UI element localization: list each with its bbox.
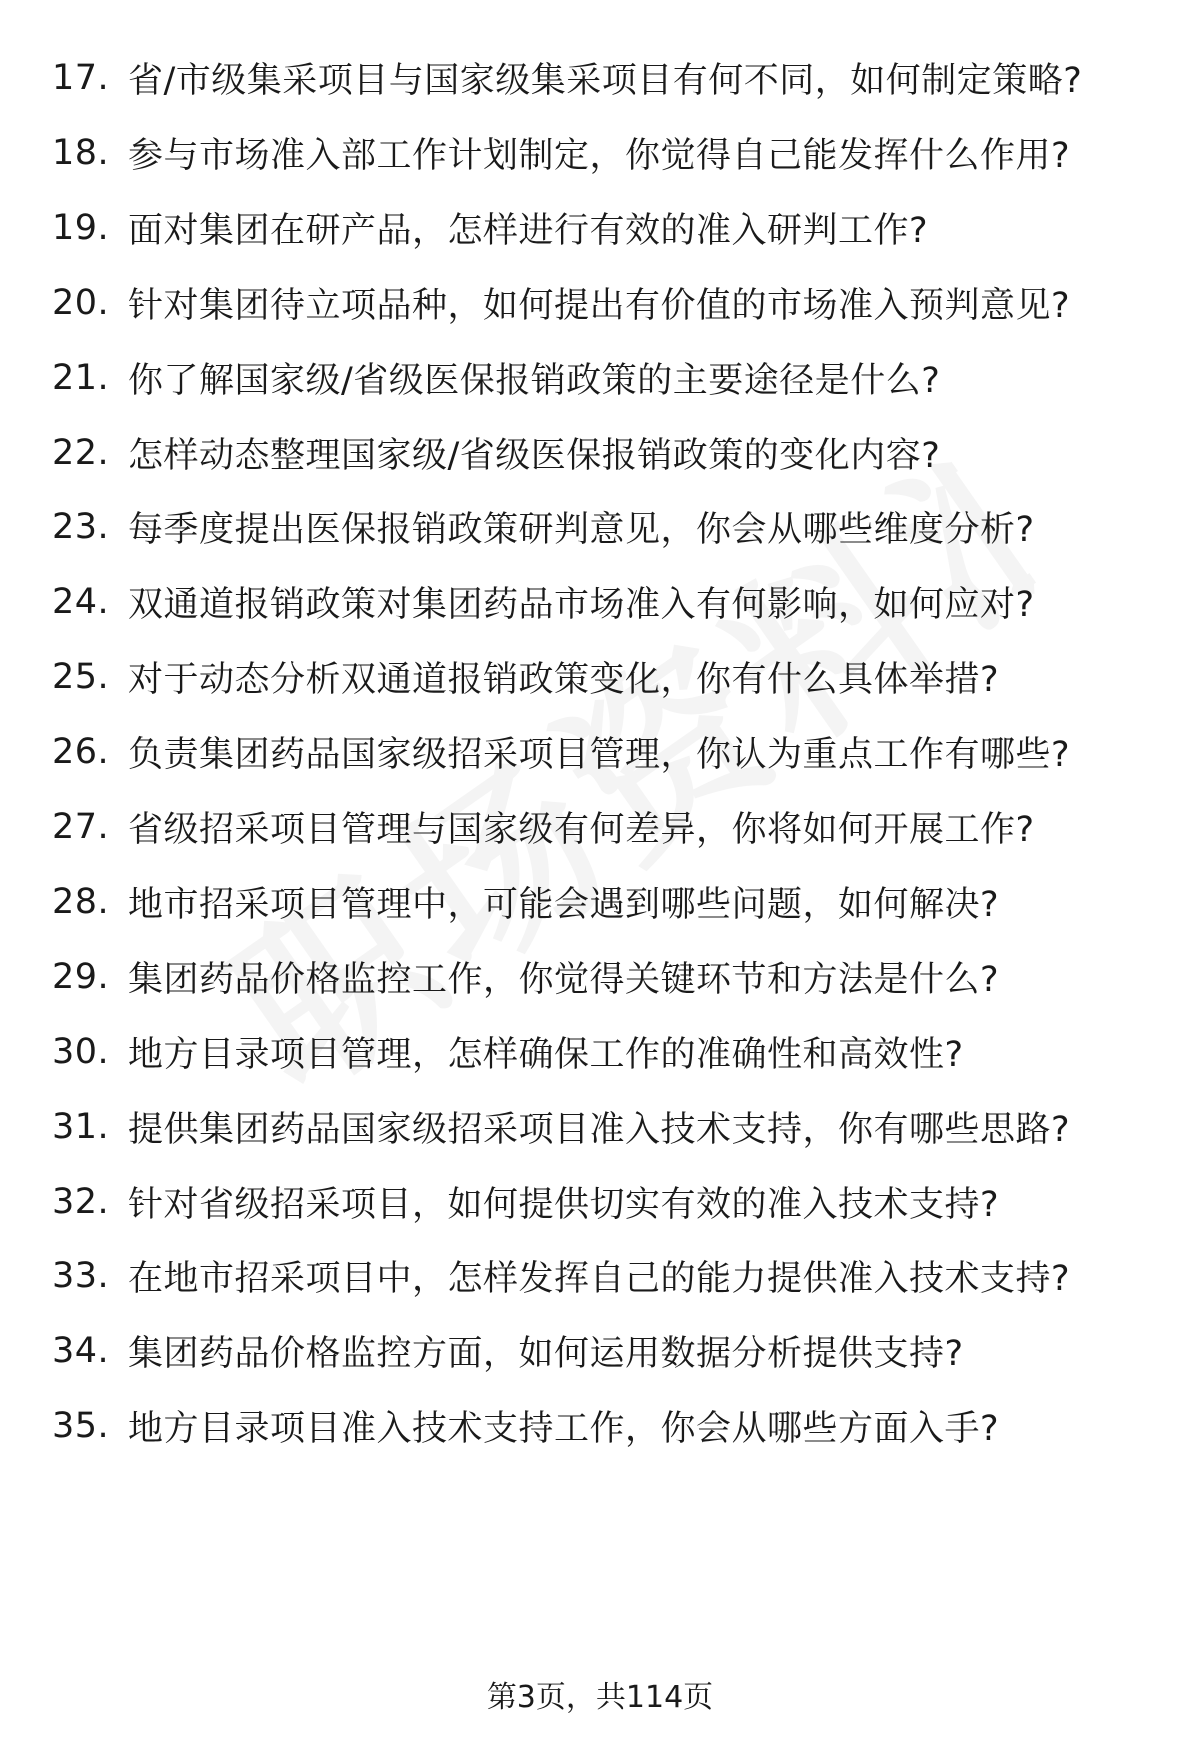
question-item (0, 36, 1200, 120)
question-number: 25. (52, 657, 110, 698)
question-number: 31. (52, 1106, 110, 1147)
question-item (0, 1384, 1200, 1468)
question-number: 21. (52, 357, 110, 398)
question-number: 27. (52, 807, 110, 847)
question-number: 30. (52, 1031, 110, 1072)
question-number: 22. (52, 432, 110, 473)
question-number: 20. (52, 282, 110, 323)
question-text: 在地市招采项目中，怎样发挥自己的能力提供准入技术支持? (128, 1259, 1071, 1300)
question-number: 24. (52, 582, 110, 623)
question-number: 18. (52, 132, 110, 173)
question-text: 集团药品价格监控工作，你觉得关键环节和方法是什么? (128, 959, 1000, 1000)
question-item (0, 635, 1200, 719)
question-item (0, 785, 1200, 869)
question-text: 参与市场准入部工作计划制定，你觉得自己能发挥什么作用? (128, 135, 1071, 176)
question-item (0, 560, 1200, 644)
question-item (0, 261, 1200, 345)
question-item (0, 710, 1200, 794)
question-text: 地市招采项目管理中，可能会遇到哪些问题，如何解决? (128, 884, 1000, 925)
question-item (0, 111, 1200, 195)
question-number: 17. (52, 58, 110, 98)
question-item (0, 1234, 1200, 1318)
question-number: 28. (52, 881, 110, 922)
question-number: 26. (52, 732, 110, 773)
question-item (0, 186, 1200, 270)
question-number: 34. (52, 1331, 110, 1372)
question-number: 29. (52, 956, 110, 997)
question-item (0, 935, 1200, 1019)
question-item (0, 860, 1200, 944)
question-text: 每季度提出医保报销政策研判意见，你会从哪些维度分析? (128, 510, 1035, 551)
question-item (0, 485, 1200, 569)
question-item (0, 1010, 1200, 1094)
question-text: 怎样动态整理国家级/省级医保报销政策的变化内容? (128, 435, 941, 476)
question-text: 针对集团待立项品种，如何提出有价值的市场准入预判意见? (128, 285, 1071, 326)
question-number: 35. (52, 1406, 110, 1447)
question-item (0, 1160, 1200, 1244)
question-text: 地方目录项目准入技术支持工作，你会从哪些方面入手? (128, 1409, 1000, 1450)
question-item (0, 1085, 1200, 1169)
question-number: 19. (52, 207, 110, 248)
question-text: 双通道报销政策对集团药品市场准入有何影响，如何应对? (128, 585, 1035, 626)
question-item (0, 1309, 1200, 1393)
question-text: 省/市级集采项目与国家级集采项目有何不同，如何制定策略? (128, 61, 1083, 101)
question-text: 面对集团在研产品，怎样进行有效的准入研判工作? (128, 210, 929, 251)
question-text: 地方目录项目管理，怎样确保工作的准确性和高效性? (128, 1034, 964, 1075)
question-item (0, 336, 1200, 420)
question-text: 对于动态分析双通道报销政策变化，你有什么具体举措? (128, 660, 1000, 701)
question-number: 32. (52, 1181, 110, 1222)
question-text: 你了解国家级/省级医保报销政策的主要途径是什么? (128, 360, 941, 401)
question-item (0, 411, 1200, 495)
question-text: 针对省级招采项目，如何提供切实有效的准入技术支持? (128, 1184, 1000, 1225)
question-text: 集团药品价格监控方面，如何运用数据分析提供支持? (128, 1334, 964, 1375)
question-text: 省级招采项目管理与国家级有何差异，你将如何开展工作? (128, 810, 1035, 850)
question-number: 23. (52, 507, 110, 548)
question-number: 33. (52, 1256, 110, 1297)
question-text: 提供集团药品国家级招采项目准入技术支持，你有哪些思路? (128, 1109, 1071, 1150)
page-footer: 第3页，共114页 (486, 1680, 714, 1715)
question-text: 负责集团药品国家级招采项目管理，你认为重点工作有哪些? (128, 735, 1071, 776)
